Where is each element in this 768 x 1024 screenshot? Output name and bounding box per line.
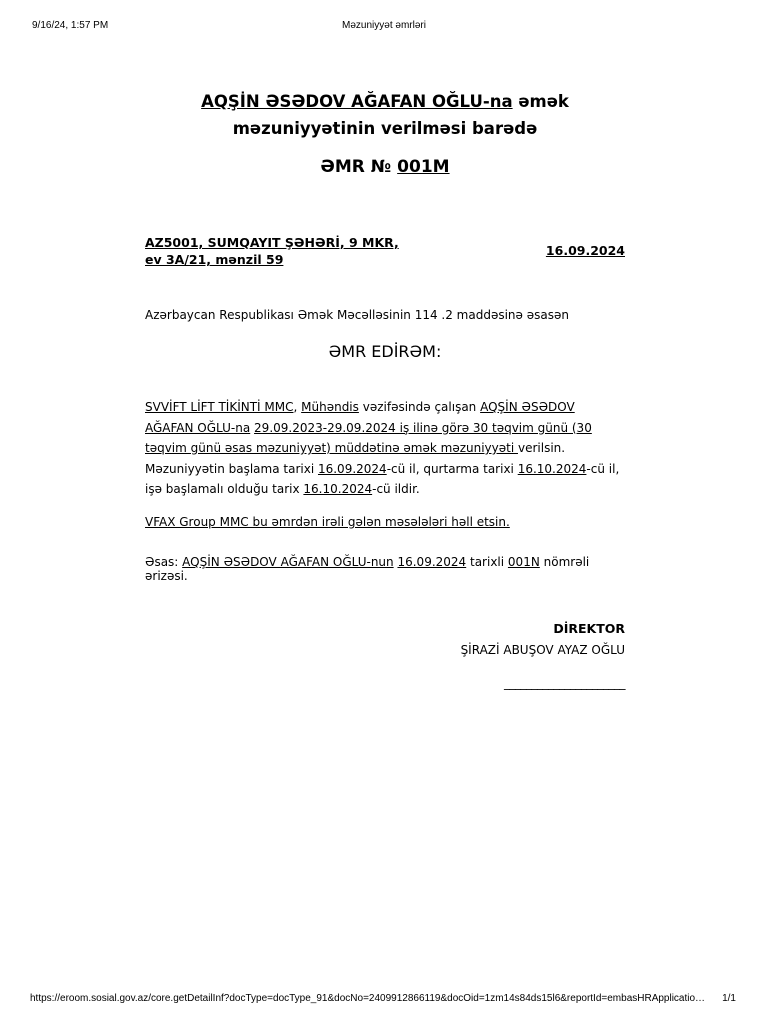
body-employee: AQŞİN ƏSƏDOV AĞAFAN OĞLU-na xyxy=(145,400,575,435)
body-return-date: 16.10.2024 xyxy=(303,482,373,496)
body-text: verilsin. xyxy=(517,441,566,455)
order-date: 16.09.2024 xyxy=(545,243,625,258)
order-number xyxy=(145,157,625,177)
signatory-title: DİREKTOR xyxy=(553,621,625,636)
body-company: SVVİFT LİFT TİKİNTİ MMC xyxy=(145,400,294,414)
signature-line: ______________________ xyxy=(504,676,625,690)
basis-number: 001N xyxy=(507,555,540,569)
title-line1-rest: əmək xyxy=(512,92,569,111)
body-text: , xyxy=(293,400,302,414)
basis-text: nömrəli ərizəsi. xyxy=(145,555,590,583)
title-employee-name: AQŞİN ƏSƏDOV AĞAFAN OĞLU-na xyxy=(201,92,513,111)
body-start-label: Məzuniyyətin başlama tarixi xyxy=(145,461,318,476)
body-end-date: 16.10.2024 xyxy=(517,461,587,476)
document-title xyxy=(145,88,625,142)
body-text: vəzifəsində çalışan xyxy=(358,400,481,414)
print-page-title: Məzuniyyət əmrləri xyxy=(342,20,426,31)
body-position: Mühəndis xyxy=(301,400,359,414)
body-text: -cü ildir. xyxy=(372,482,420,496)
basis-date: 16.09.2024 xyxy=(397,555,467,569)
body-start-date: 16.09.2024 xyxy=(317,461,387,476)
signatory-name: ŞİRAZİ ABUŞOV AYAZ OĞLU xyxy=(460,643,625,657)
legal-basis: Azərbaycan Respublikası Əmək Məcəlləsinin 114 .2 maddəsinə əsasən xyxy=(145,308,569,322)
executor-line: VFAX Group MMC bu əmrdən irəli gələn məsələləri həll etsin. xyxy=(145,515,510,529)
print-url: https://eroom.sosial.gov.az/core.getDetailInf?docType=docType_91&docNo=2409912866119&docOid=1zm14s84ds15l6&reportId=embasHRApplicatio… xyxy=(30,993,706,1004)
basis-employee: AQŞİN ƏSƏDOV AĞAFAN OĞLU-nun xyxy=(182,555,394,569)
body-leave-period: 29.09.2023-29.09.2024 iş ilinə görə 30 təqvim günü (30 təqvim günü əsas məzuniyyət) müddətinə əmək məzuniyyəti xyxy=(145,420,592,455)
print-datetime: 9/16/24, 1:57 PM xyxy=(32,20,109,31)
body-text: -cü il, işə başlamalı olduğu tarix xyxy=(145,461,620,496)
basis-text: tarixli xyxy=(466,555,508,569)
order-number-value: 001M xyxy=(397,157,450,177)
decree-heading: ƏMR EDİRƏM: xyxy=(328,342,442,361)
print-page-number: 1/1 xyxy=(722,993,736,1004)
order-body xyxy=(145,397,625,500)
basis-label: Əsas: xyxy=(145,555,183,569)
body-text: -cü il, qurtarma tarixi xyxy=(386,461,518,476)
company-address: AZ5001, SUMQAYIT ŞƏHƏRİ, 9 MKR, ev 3A/21, mənzil 59 xyxy=(145,235,399,267)
order-number-label: ƏMR № xyxy=(320,157,398,177)
title-line2: məzuniyyətinin verilməsi barədə xyxy=(232,119,538,138)
basis-line xyxy=(145,555,625,583)
